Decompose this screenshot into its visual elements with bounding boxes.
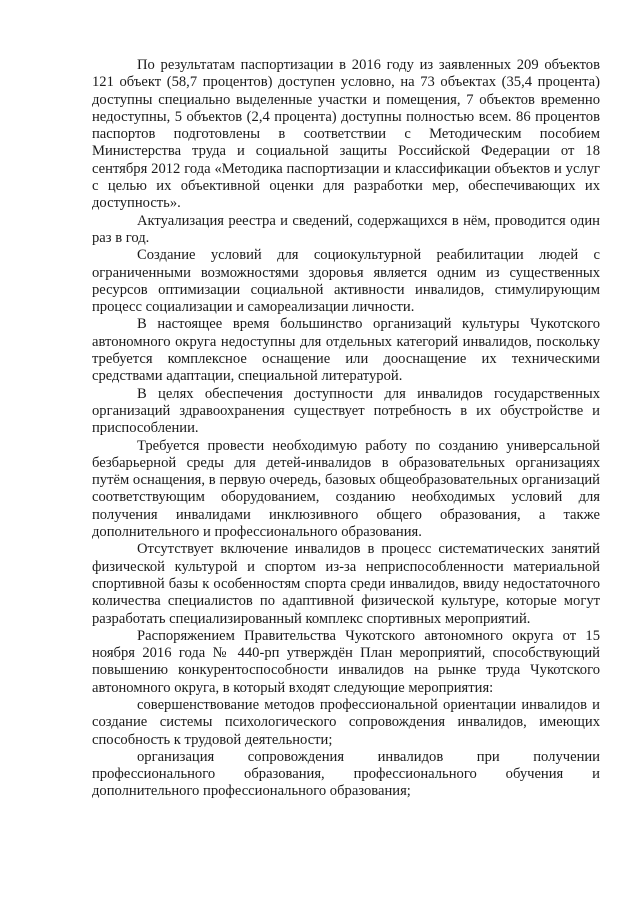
paragraph-sociocultural-rehabilitation: Создание условий для социокультурной реабилитации людей с ограниченными возможностями здоровья является одним из существенных ресурсов оптимизации социальной активности инвалидов, стимулирующим процесс социализации и самореализации личности. (92, 247, 600, 316)
document-body (92, 57, 600, 801)
paragraph-government-order: Распоряжением Правительства Чукотского автономного округа от 15 ноября 2016 года № 440-рп утверждён План мероприятий, способствующий повышению конкурентоспособности инвалидов на рынке труда Чукотского автономного округа, в который входят следующие мероприятия: (92, 627, 600, 696)
paragraph-healthcare-accessibility: В целях обеспечения доступности для инвалидов государственных организаций здравоохранения существует потребность в их обустройстве и приспособлении. (92, 385, 600, 437)
paragraph-passportization-results: По результатам паспортизации в 2016 году из заявленных 209 объектов 121 объект (58,7 процентов) доступен условно, на 73 объектах (35,4 процента) доступны специально выделенные участки и помещения, 7 объектов временно недоступны, 5 объектов (2,4 процента) доступны полностью всем. 86 процентов паспортов подготовлены в соответствии с Методическим пособием Министерства труда и социальной защиты Российской Федерации от 18 сентября 2012 года «Методика паспортизации и классификации объектов и услуг с целью их объективной оценки для разработки мер, обеспечивающих их доступность». (92, 57, 600, 212)
list-item-career-guidance: совершенствование методов профессиональной ориентации инвалидов и создание системы психологического сопровождения инвалидов, имеющих способность к трудовой деятельности; (92, 696, 600, 748)
paragraph-barrier-free-education: Требуется провести необходимую работу по созданию универсальной безбарьерной среды для детей-инвалидов в образовательных организациях путём оснащения, в первую очередь, базовых общеобразовательных организаций соответствующим оборудованием, созданию необходимых условий для получения инвалидами инклюзивного общего образования, а также дополнительного и профессионального образования. (92, 437, 600, 541)
list-item-education-support: организация сопровождения инвалидов при получении профессионального образования, профессионального обучения и дополнительного профессионального образования; (92, 748, 600, 800)
paragraph-registry-update: Актуализация реестра и сведений, содержащихся в нём, проводится один раз в год. (92, 212, 600, 246)
paragraph-adaptive-sports: Отсутствует включение инвалидов в процесс систематических занятий физической культурой и спортом из-за неприспособленности материальной спортивной базы к особенностям спорта среди инвалидов, ввиду недостаточного количества специалистов по адаптивной физической культуре, которые могут разработать специализированный комплекс спортивных мероприятий. (92, 541, 600, 627)
paragraph-culture-organizations: В настоящее время большинство организаций культуры Чукотского автономного округа недоступны для отдельных категорий инвалидов, поскольку требуется комплексное оснащение или дооснащение их техническими средствами адаптации, специальной литературой. (92, 316, 600, 385)
